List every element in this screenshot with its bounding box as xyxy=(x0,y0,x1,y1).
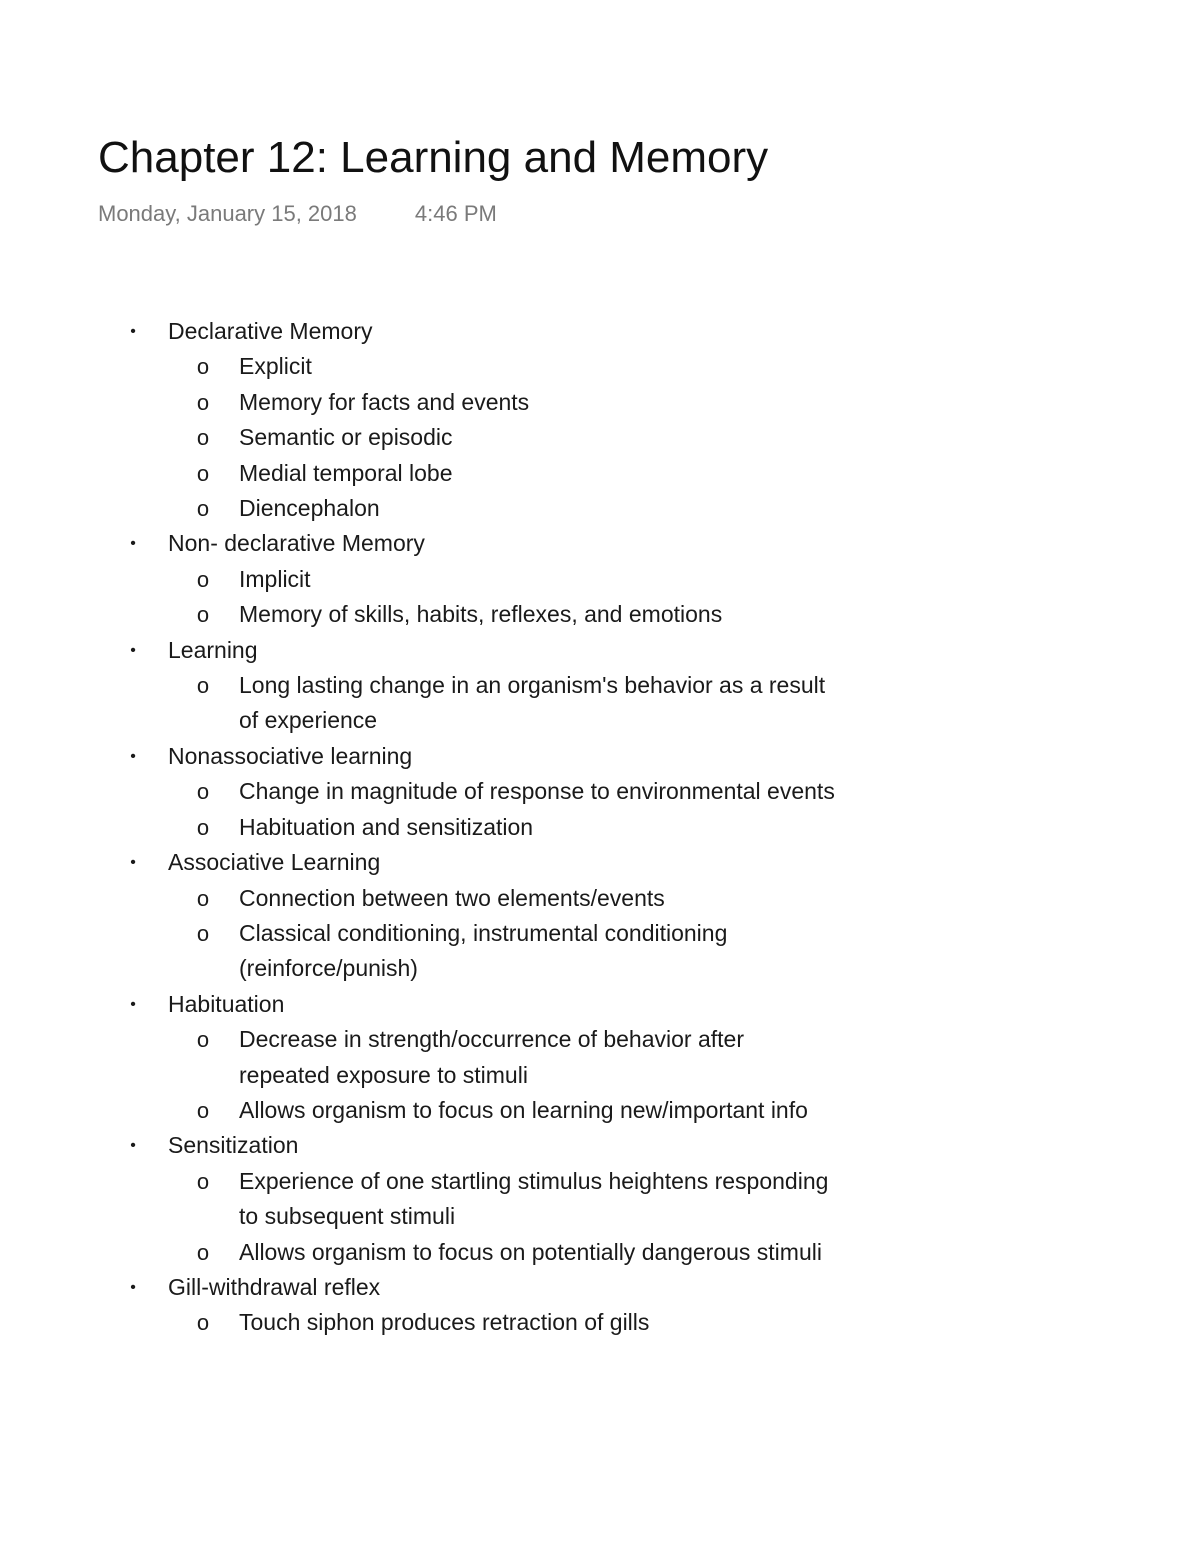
sub-list-item-text: Allows organism to focus on learning new/important info xyxy=(239,1096,808,1123)
sub-list-item-text: Allows organism to focus on potentially dangerous stimuli xyxy=(239,1238,822,1265)
page-date: Monday, January 15, 2018 xyxy=(98,201,357,226)
list-item xyxy=(0,526,848,561)
sub-list-item-text: Explicit xyxy=(239,353,312,380)
sub-list-item xyxy=(0,1093,839,1128)
sub-list-item xyxy=(0,1022,839,1093)
sub-list-item-text: Semantic or episodic xyxy=(239,424,453,451)
sub-list-item xyxy=(0,562,839,597)
sub-list-item xyxy=(0,1235,839,1270)
sub-list-item xyxy=(0,349,839,384)
list-item-text: Learning xyxy=(168,636,258,663)
sub-list-item-text: Diencephalon xyxy=(239,495,380,522)
bullet-circle-icon: o xyxy=(196,1027,210,1053)
sub-list-item-text: Decrease in strength/occurrence of behavior after repeated exposure to stimuli xyxy=(239,1026,744,1088)
sub-list-item-text: Change in magnitude of response to environmental events xyxy=(239,778,835,805)
sub-list-item xyxy=(0,1305,839,1340)
sub-list-item xyxy=(0,916,839,987)
sub-list-item xyxy=(0,420,839,455)
bullet-circle-icon: o xyxy=(196,885,210,911)
list-item-text: Non- declarative Memory xyxy=(168,530,425,557)
sub-list-item xyxy=(0,1164,839,1235)
sub-list-item-text: Classical conditioning, instrumental conditioning (reinforce/punish) xyxy=(239,919,728,982)
bullet-circle-icon: o xyxy=(196,920,210,946)
sub-list-item-text: Long lasting change in an organism's behavior as a result of experience xyxy=(239,672,826,734)
list-item xyxy=(0,633,848,668)
sub-list-item xyxy=(0,385,839,420)
sub-list-item-text: Medial temporal lobe xyxy=(239,459,453,486)
sub-list-item xyxy=(0,456,839,491)
sub-list-item xyxy=(0,597,839,632)
bullet-circle-icon: o xyxy=(196,460,210,486)
bullet-circle-icon: o xyxy=(196,779,210,805)
bullet-dot-icon: • xyxy=(130,1278,136,1296)
bullet-outline xyxy=(0,314,1200,1341)
bullet-circle-icon: o xyxy=(196,1097,210,1123)
bullet-circle-icon: o xyxy=(196,814,210,840)
bullet-circle-icon: o xyxy=(196,496,210,522)
list-item-text: Sensitization xyxy=(168,1132,299,1159)
list-item xyxy=(0,845,848,880)
sub-list-item xyxy=(0,774,839,809)
list-item-text: Habituation xyxy=(168,990,285,1017)
page-time: 4:46 PM xyxy=(414,201,497,226)
sub-list-item-text: Connection between two elements/events xyxy=(239,884,665,911)
bullet-dot-icon: • xyxy=(130,535,136,553)
list-item xyxy=(0,739,848,774)
list-item xyxy=(0,987,848,1022)
list-item xyxy=(0,314,848,349)
sub-list-item-text: Habituation and sensitization xyxy=(239,813,534,840)
bullet-dot-icon: • xyxy=(130,995,136,1013)
list-item-text: Gill-withdrawal reflex xyxy=(168,1273,381,1300)
sub-list-item-text: Implicit xyxy=(239,565,311,592)
bullet-dot-icon: • xyxy=(130,1137,136,1155)
bullet-circle-icon: o xyxy=(196,425,210,451)
sub-list-item-text: Touch siphon produces retraction of gills xyxy=(239,1309,650,1336)
sub-list-item xyxy=(0,881,839,916)
bullet-circle-icon: o xyxy=(196,354,210,380)
bullet-circle-icon: o xyxy=(196,1310,210,1336)
list-item xyxy=(0,1128,848,1163)
list-item-text: Declarative Memory xyxy=(168,318,373,344)
bullet-circle-icon: o xyxy=(196,602,210,628)
sub-list-item xyxy=(0,491,839,526)
sub-list-item-text: Memory for facts and events xyxy=(239,388,530,415)
sub-list-item xyxy=(0,810,839,845)
bullet-dot-icon: • xyxy=(130,641,136,659)
bullet-circle-icon: o xyxy=(196,1168,210,1194)
list-item-text: Nonassociative learning xyxy=(168,742,413,769)
list-item xyxy=(0,1270,848,1305)
bullet-dot-icon: • xyxy=(130,323,136,340)
bullet-circle-icon: o xyxy=(196,566,210,592)
bullet-circle-icon: o xyxy=(196,673,210,699)
page-title: Chapter 12: Learning and Memory xyxy=(98,133,769,182)
sub-list-item-text: Memory of skills, habits, reflexes, and emotions xyxy=(239,601,723,628)
sub-list-item xyxy=(0,668,839,739)
sub-list-item-text: Experience of one startling stimulus heightens responding to subsequent stimuli xyxy=(239,1167,829,1230)
bullet-circle-icon: o xyxy=(196,389,210,415)
page-timestamp xyxy=(98,200,497,228)
bullet-circle-icon: o xyxy=(196,1239,210,1265)
bullet-dot-icon: • xyxy=(130,854,136,872)
bullet-dot-icon: • xyxy=(130,747,136,765)
list-item-text: Associative Learning xyxy=(168,849,381,876)
